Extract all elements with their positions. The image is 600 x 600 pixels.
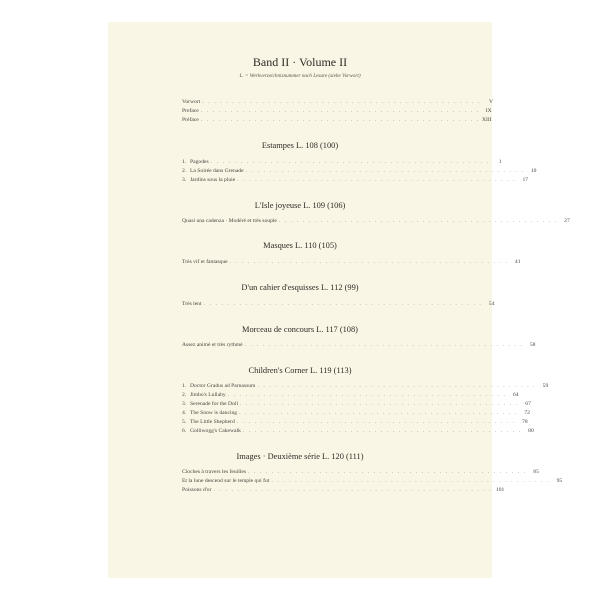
toc-entry-page: 64 (512, 392, 519, 398)
toc-entry-label: Jardins sous la pluie (190, 177, 236, 183)
toc-entry-label: Très lent (182, 301, 202, 307)
toc-entry-page: 54 (488, 301, 495, 307)
toc-entry[interactable] (182, 383, 549, 390)
leader-dots: . . . . . . . . . . . . . . . . . . . . . . . . . . . . . . . . . . . . . . . . . . . . . . . (240, 401, 519, 407)
toc-entry-label: Et la lune descend sur le temple qui fut (182, 478, 270, 484)
toc-entry-page: 101 (495, 487, 505, 493)
toc-entry[interactable] (182, 419, 528, 426)
toc-entry[interactable] (182, 392, 519, 399)
toc-entry-page: 72 (524, 410, 530, 416)
section-title-images: Images · Deuxième série L. 120 (111) (236, 452, 364, 461)
toc-entry-label: Cloches à travers les feuilles (182, 469, 246, 475)
leader-dots: . . . . . . . . . . . . . . . . . . . . . . . . . . . . . . . . . . . . . . . . . . . . . . . (271, 478, 551, 484)
page-title: Band II · Volume II (252, 55, 348, 69)
toc-entry-page: 27 (564, 218, 570, 224)
page-subtitle: L. = Werkverzeichnisnummer nach Lesure (siehe Vorwort) (239, 73, 361, 79)
toc-entry-page: 95 (556, 478, 563, 484)
section-title-estampes: Estampes L. 108 (100) (261, 141, 339, 150)
toc-entry-page: 85 (533, 469, 539, 475)
toc-entry-number: 6. (182, 428, 187, 434)
toc-entry-page: 41 (514, 259, 521, 265)
toc-entry[interactable] (182, 218, 570, 225)
leader-dots: . . . . . . . . . . . . . . . . . . . . . . . . . . . . . . . . . . . . . . . . . . . . . . . (236, 419, 516, 425)
toc-entry[interactable] (182, 410, 530, 417)
section-title-isle-joyeuse: L'Isle joyeuse L. 109 (106) (254, 201, 346, 210)
toc-entry-label: Serenade for the Doll (190, 401, 238, 407)
toc-entry[interactable] (182, 168, 537, 175)
leader-dots: . . . . . . . . . . . . . . . . . . . . . . . . . . . . . . . . . . . . . . . . . . . . . . . (210, 159, 490, 165)
leader-dots: . . . . . . . . . . . . . . . . . . . . . . . . . . . . . . . . . . . . . . . . . . . . . . . (227, 392, 507, 398)
toc-entry-label: Jimbo's Lullaby (190, 392, 226, 398)
leader-dots: . . . . . . . . . . . . . . . . . . . . . . . . . . . . . . . . . . . . . . . . . . . . . . . (239, 410, 518, 416)
toc-entry[interactable] (182, 301, 495, 308)
toc-entry-label: The Snow is dancing (190, 410, 238, 416)
toc-entry-label: The Little Shepherd (190, 419, 235, 425)
toc-entry[interactable] (182, 478, 563, 485)
leader-dots: . . . . . . . . . . . . . . . . . . . . . . . . . . . . . . . . . . . . . . . . . . . . . . . (203, 301, 483, 307)
leader-dots: . . . . . . . . . . . . . . . . . . . . . . . . . . . . . . . . . . . . . . . . . . . . . . . (213, 487, 493, 493)
toc-entry-page: 10 (530, 168, 537, 174)
toc-entry[interactable] (182, 401, 531, 408)
toc-entry-label: Très vif et fantasque (182, 259, 228, 265)
toc-entry-number: 3. (182, 401, 187, 407)
leader-dots: . . . . . . . . . . . . . . . . . . . . . . . . . . . . . . . . . . . . . . . . . . . . . . . (257, 383, 537, 389)
leader-dots: . . . . . . . . . . . . . . . . . . . . . . . . . . . . . . . . . . . . . . . . . . . . . . . (237, 177, 517, 183)
toc-entry[interactable] (182, 428, 534, 435)
toc-entry-page: 59 (542, 383, 549, 389)
toc-entry[interactable] (182, 159, 502, 166)
toc-entry[interactable] (182, 487, 505, 494)
document-page (108, 22, 570, 578)
toc-entry[interactable] (182, 177, 529, 184)
toc-entry-page: 17 (522, 177, 529, 183)
toc-entry-label: La Soirée dans Grenade (190, 168, 244, 174)
toc-entry-label: Quasi una cadenza · Modéré et très souple (182, 218, 277, 224)
toc-entry-page: 1 (498, 159, 502, 165)
toc-entry-number: 2. (182, 392, 187, 398)
leader-dots: . . . . . . . . . . . . . . . . . . . . . . . . . . . . . . . . . . . . . . . . . . . . . . . (200, 117, 480, 123)
toc-entry[interactable] (182, 469, 539, 476)
toc-entry-number: 1. (182, 383, 187, 389)
toc-entry-number: 1. (182, 159, 187, 165)
toc-entry-number: 5. (182, 419, 187, 425)
toc-entry-page: 58 (529, 342, 536, 348)
leader-dots: . . . . . . . . . . . . . . . . . . . . . . . . . . . . . . . . . . . . . . . . . . . . . . . (229, 259, 509, 265)
leader-dots: . . . . . . . . . . . . . . . . . . . . . . . . . . . . . . . . . . . . . . . . . . . . . . . (244, 342, 524, 348)
toc-entry-number: 2. (182, 168, 187, 174)
leader-dots: . . . . . . . . . . . . . . . . . . . . . . . . . . . . . . . . . . . . . . . . . . . . . . . (278, 218, 558, 224)
toc-entry-label: Préface (182, 117, 199, 123)
toc-entry-preface[interactable] (182, 108, 492, 115)
toc-entry-page: 80 (528, 428, 534, 434)
toc-entry[interactable] (182, 342, 536, 349)
toc-entry[interactable] (182, 259, 521, 266)
toc-entry-page: 67 (525, 401, 531, 407)
toc-entry-page: XIII (482, 117, 492, 123)
leader-dots: . . . . . . . . . . . . . . . . . . . . . . . . . . . . . . . . . . . . . . . . . . . . . . . (202, 99, 482, 105)
leader-dots: . . . . . . . . . . . . . . . . . . . . . . . . . . . . . . . . . . . . . . . . . . . . . . . (245, 168, 525, 174)
toc-entry-page: 78 (522, 419, 528, 425)
toc-entry-label: Doctor Gradus ad Parnassum (190, 383, 256, 389)
toc-entry-preface-fr[interactable] (182, 117, 492, 124)
toc-entry-number: 4. (182, 410, 187, 416)
leader-dots: . . . . . . . . . . . . . . . . . . . . . . . . . . . . . . . . . . . . . . . . . . . . . . . (248, 469, 527, 475)
toc-entry-label: Vorwort (182, 99, 201, 105)
toc-entry-label: Assez animé et très rythmé (182, 342, 243, 348)
toc-entry-label: Pagodes (190, 159, 209, 165)
section-title-morceau-concours: Morceau de concours L. 117 (108) (242, 325, 358, 334)
toc-entry-label: Preface (182, 108, 199, 114)
leader-dots: . . . . . . . . . . . . . . . . . . . . . . . . . . . . . . . . . . . . . . . . . . . . . . . (242, 428, 522, 434)
toc-entry-page: V (489, 99, 494, 105)
section-title-cahier-esquisses: D'un cahier d'esquisses L. 112 (99) (241, 283, 359, 292)
toc-entry-label: Poissons d'or (182, 487, 212, 493)
toc-entry-vorwort[interactable] (182, 99, 494, 106)
section-title-masques: Masques L. 110 (105) (263, 241, 337, 250)
leader-dots: . . . . . . . . . . . . . . . . . . . . . . . . . . . . . . . . . . . . . . . . . . . . . . . (200, 108, 480, 114)
section-title-childrens-corner: Children's Corner L. 119 (113) (248, 366, 352, 375)
toc-entry-number: 3. (182, 177, 187, 183)
toc-entry-page: IX (485, 108, 492, 114)
toc-entry-label: Golliwogg's Cakewalk (190, 428, 241, 434)
